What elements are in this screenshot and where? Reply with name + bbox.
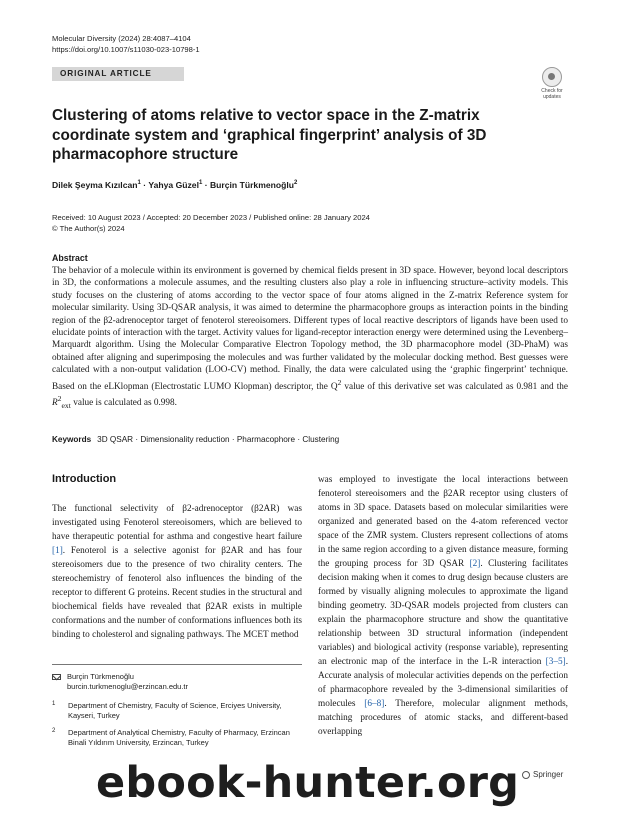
envelope-icon <box>52 674 61 680</box>
springer-icon <box>522 771 530 779</box>
author-affiliation-mark: 2 <box>294 180 298 187</box>
citation-link[interactable]: [6–8] <box>364 699 385 709</box>
publisher-logo <box>522 770 563 779</box>
copyright-notice: © The Author(s) 2024 <box>52 223 125 233</box>
author-name[interactable]: Dilek Şeyma Kızılcan <box>52 180 138 190</box>
keywords-label: Keywords <box>52 435 92 444</box>
affiliation-text: Department of Analytical Chemistry, Faculty of Pharmacy, Erzincan Binali Yıldırım University, Erzincan, Turkey <box>68 728 290 748</box>
doi-link[interactable]: https://doi.org/10.1007/s11030-023-10798-1 <box>52 45 200 54</box>
article-type-banner: ORIGINAL ARTICLE <box>52 67 184 81</box>
abstract-heading: Abstract <box>52 253 88 263</box>
corresponding-author <box>52 672 188 692</box>
journal-header <box>52 33 200 55</box>
keywords <box>52 435 339 444</box>
article-title: Clustering of atoms relative to vector space in the Z‑matrix coordinate system and ‘graphical fingerprint’ analysis of 3D pharmacophore structure <box>52 107 487 163</box>
publication-dates <box>52 213 370 234</box>
publication-history: Received: 10 August 2023 / Accepted: 20 December 2023 / Published online: 28 January 2024 <box>52 213 370 222</box>
author-separator: · <box>140 180 149 190</box>
author-affiliation-mark: 1 <box>137 180 141 187</box>
watermark: ebook-hunter.org <box>96 758 520 808</box>
introduction-left-column: The functional selectivity of β2-adrenoceptor (β2AR) was investigated using Fenoterol stereoisomers, which are believed to have therapeutic potential for asthma and congestive heart failure [1]. Fenoterol is a selective agonist for β2AR and has four stereoisomers due to the presence of two chirality centers. The stereochemistry of fenoterol also influences the binding of the receptor to different G proteins. Recent studies in the structural and biochemical fields have revealed that β2AR exists in multiple conformations and the number of conformations influences both its binding to cholesterol and signaling pathways. The MCET method <box>52 504 302 640</box>
keywords-list: 3D QSAR · Dimensionality reduction · Pharmacophore · Clustering <box>97 435 340 444</box>
footnote-divider <box>52 664 302 665</box>
citation-link[interactable]: [2] <box>469 559 481 569</box>
corresponding-author-email[interactable]: burcin.turkmenoglu@erzincan.edu.tr <box>67 682 189 692</box>
affiliation-text: Department of Chemistry, Faculty of Science, Erciyes University, Kayseri, Turkey <box>68 701 282 721</box>
author-separator: · <box>202 180 210 190</box>
publisher-name: Springer <box>533 770 564 779</box>
citation-link[interactable]: [1] <box>52 546 63 556</box>
affiliation-number: 2 <box>52 728 56 734</box>
author-name[interactable]: Yahya Güzel <box>148 180 199 190</box>
introduction-right-column: was employed to investigate the local interactions between fenoterol stereoisomers and the β2AR receptor using clusters of atoms in 3D space. Datasets based on molecular similarities were organized and generated based on the 4-atom referenced vector space of the ZMR system. Clusters represent collections of atoms in the same region according to a given distance measure, forming the grouping process for 3D QSAR [2]. Clustering facilitates decision making when it comes to drug design because clusters are formed by visually aligning molecules to approximate the ligand binding geometry. 3D-QSAR models projected from clusters can explain the pharmacophore structure and show the quantitative relationship between 3D structural information (independent variables) and biological activity (response variable), representing an electronic map of the interface in the L-R interaction [3–5]. Accurate analysis of molecular activities depends on the perfection of pharmacophore revealed by the 3-dimensional similarities of molecules [6–8]. Therefore, molecular alignment methods, matching procedures of atomic stacks, and different-based overlapping <box>318 475 568 737</box>
introduction-heading: Introduction <box>52 473 117 485</box>
author-list <box>52 180 297 190</box>
citation-link[interactable]: [3–5] <box>545 657 566 667</box>
affiliation-number: 1 <box>52 701 56 707</box>
check-for-updates-label: Check for updates <box>541 88 563 100</box>
author-affiliation-mark: 1 <box>198 180 203 187</box>
check-for-updates-badge[interactable] <box>536 67 568 103</box>
corresponding-author-name: Burçin Türkmenoğlu <box>67 672 134 681</box>
journal-citation: Molecular Diversity (2024) 28:4087–4104 <box>52 34 191 43</box>
abstract-body: The behavior of a molecule within its environment is governed by chemical fields present in 3D space. However, beyond local descriptors in 3D, the conformations a molecule assumes, and the resulting clusters also play a role in influencing structure–activity models. This study focuses on the clustering of atoms according to the vector space of four atoms aligned in the Z-matrix Reference system for molecular similarity. Using 3D-QSAR analysis, it was aimed to determine the pharmacophore groups as interaction points in the binding region of the β2-adrenoceptor target of fenoterol stereoisomers. Different types of local reactive descriptors of ligands have been used to elucidate points of interaction with the target. Activity values for ligand-receptor interaction energy were determined using the Levenberg–Marquardt algorithm. Using the Molecular Comparative Electron Topology method, the 3D pharmacophore model (3D-PhaM) was obtained after aligning and superimposing the molecules and was further validated by the molecular docking method. Best guesses were calculated with a non-output validation (LOO-CV) method. Finally, the data were calculated using the ‘graphic fingerprint’ technique. Based on the eLKlopman (Electrostatic LUMO Klopman) descriptor, the $Q^2$ value of this derivative set was calculated as 0.981 and the $R^2_{ext}$ value is calculated as 0.998. <box>52 266 568 411</box>
author-name[interactable]: Burçin Türkmenoğlu <box>209 180 295 190</box>
check-for-updates-icon <box>542 67 562 87</box>
